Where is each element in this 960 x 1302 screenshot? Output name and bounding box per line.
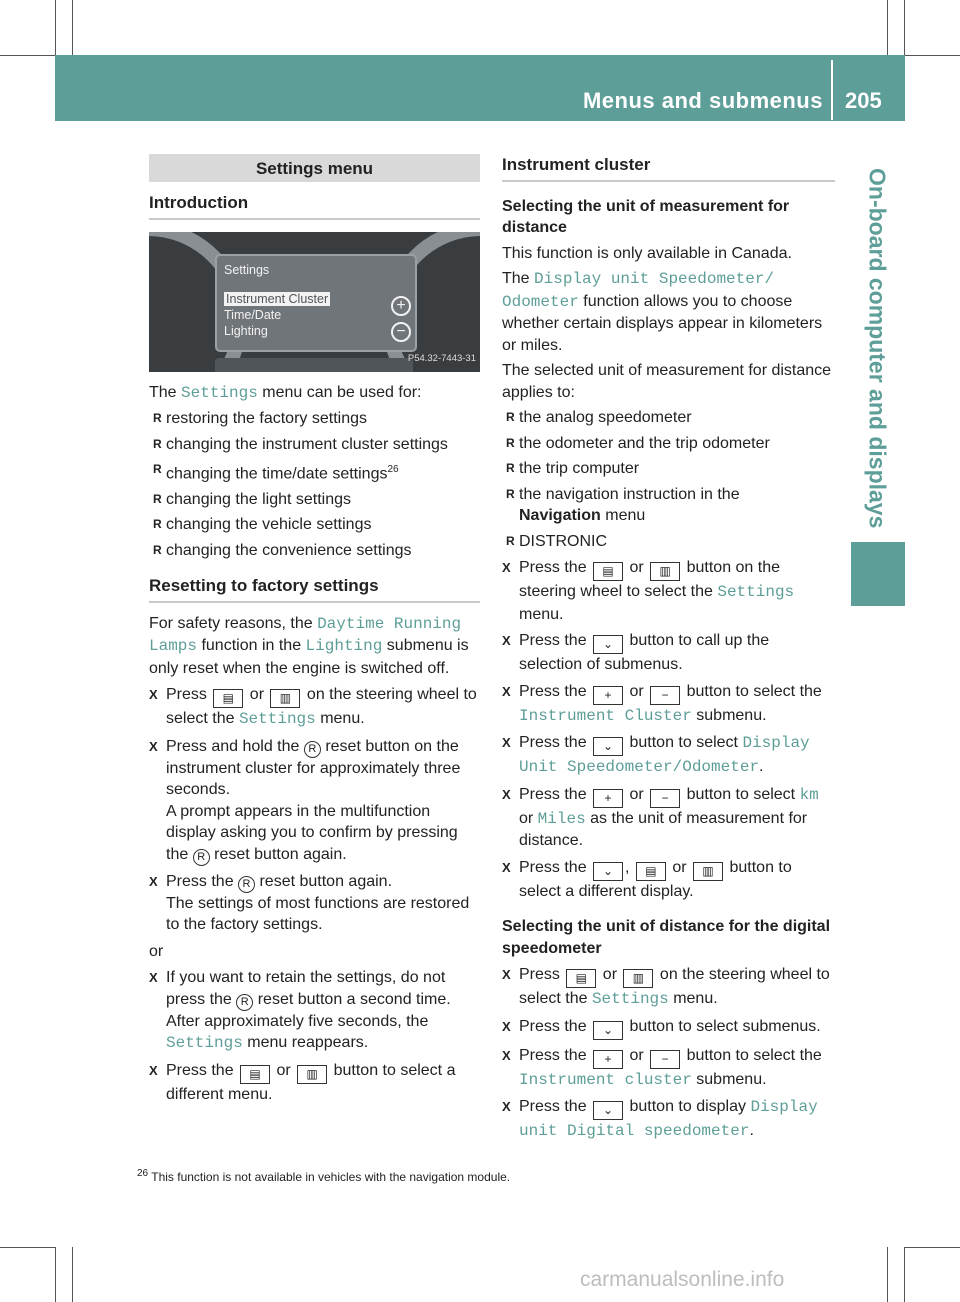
watermark: carmanualsonline.info	[580, 1268, 785, 1291]
crop-mark	[905, 55, 960, 56]
list-item: R changing the convenience settings	[149, 540, 480, 562]
reset-paragraph: For safety reasons, the Daytime Running Lamps function in the Lighting submenu is only reset when the engine is switched off.	[149, 614, 469, 677]
list-item: R DISTRONIC	[502, 531, 835, 553]
step-item: X Press the + or − button to select km or Miles as the unit of measurement for distance.	[502, 784, 835, 852]
step-item: X Press the ▤ or ▥ button to select a different menu.	[149, 1060, 480, 1106]
heading-instrument-cluster: Instrument cluster	[502, 154, 835, 182]
step-item: X Press the ⌄ button to select Display Unit Speedometer/Odometer.	[502, 732, 835, 779]
subheading-distance: Selecting the unit of measurement for distance	[502, 197, 790, 236]
display-item: Time/Date	[224, 307, 282, 322]
step-item: X Press and hold the R reset button on the instrument cluster for approximately three seconds. A prompt appears in the multifunction display asking you to confirm by pressing the R reset button again.	[149, 736, 480, 866]
instrument-cluster-photo	[149, 232, 480, 372]
step-item: X Press ▤ or ▥ on the steering wheel to select the Settings menu.	[149, 684, 480, 731]
list-item: R the analog speedometer	[502, 407, 835, 429]
menu-forward-button-icon: ▥	[693, 862, 723, 881]
reset-button-icon: R	[238, 876, 255, 893]
step-item: X Press the ⌄ button to select submenus.	[502, 1016, 835, 1040]
menu-back-button-icon: ▤	[593, 562, 623, 581]
photo-code: P54.32-7443-31	[407, 353, 476, 364]
crop-mark	[887, 1247, 888, 1302]
crop-mark	[0, 55, 55, 56]
menu-back-button-icon: ▤	[213, 689, 243, 708]
menu-forward-button-icon: ▥	[650, 562, 680, 581]
footnote-ref: 26	[387, 464, 399, 475]
or-text: or	[149, 942, 164, 960]
page-header-title: Menus and submenus	[582, 88, 823, 113]
footnote: $^{26}$ This function is not available in vehicles with the navigation module.	[137, 1168, 511, 1184]
header-divider	[831, 60, 833, 120]
minus-icon: −	[391, 322, 411, 342]
display-item: Lighting	[224, 323, 268, 338]
crop-mark	[72, 1247, 73, 1302]
list-item: R the trip computer	[502, 458, 835, 480]
menu-back-button-icon: ▤	[240, 1065, 270, 1084]
list-item: R the odometer and the trip odometer	[502, 433, 835, 455]
back-button-icon: ⌄	[593, 862, 623, 881]
minus-button-icon: −	[650, 789, 680, 808]
list-item: R restoring the factory settings	[149, 408, 480, 430]
reset-button-icon: R	[193, 849, 210, 866]
plus-button-icon: +	[593, 789, 623, 808]
step-item: X Press the + or − button to select the Instrument cluster submenu.	[502, 1045, 835, 1092]
display-title: Settings	[224, 262, 270, 277]
menu-forward-button-icon: ▥	[623, 969, 653, 988]
back-button-icon: ⌄	[593, 1101, 623, 1120]
menu-back-button-icon: ▤	[566, 969, 596, 988]
list-item: R changing the instrument cluster settings	[149, 434, 480, 456]
menu-back-button-icon: ▤	[636, 862, 666, 881]
step-item: X Press the R reset button again. The settings of most functions are restored to the factory settings.	[149, 871, 480, 936]
code-settings: Settings	[181, 383, 258, 402]
side-tab-label: On-board computer and displays	[864, 168, 891, 529]
back-button-icon: ⌄	[593, 737, 623, 756]
reset-button-icon: R	[304, 741, 321, 758]
crop-mark	[55, 1247, 56, 1302]
heading-reset: Resetting to factory settings	[149, 575, 480, 603]
crop-mark	[887, 0, 888, 55]
page-number: 205	[845, 88, 882, 113]
minus-button-icon: −	[650, 686, 680, 705]
crop-mark	[55, 0, 56, 55]
step-item: X Press the + or − button to select the Instrument Cluster submenu.	[502, 681, 835, 728]
right-column: Instrument cluster Selecting the unit of measurement for distance This function is only available in Canada. The Display unit Speedometer/ Odometer function allows you to choose whether certain displays appear in kilometers or miles. The selected unit of measurement for distance applies to: R the analog speedometer R the odometer and the trip odometer R the trip computer R the navigation instruction in the Navigation menu R DISTRONIC X Press the ▤ or ▥ button on the steering wheel to select the Settings menu. X Press the ⌄ button to call up the selection of submenus. X Press the + or − button to select the Instrument Cluster submenu. X Press the ⌄ button to select Display Unit Speedometer/Odometer. X Press the + or − button to select km or Miles as the unit of measurement for distance. X Press the ⌄ , ▤ or ▥ button to select a different display. Selecting the unit of distance for the digital speedometer X Press ▤ or ▥ on the steering wheel to select the Settings menu. X Press the ⌄ button to select submenus. X Press the + or − button to select the Instrument cluster submenu. X Press the ⌄ button to display Display unit Digital speedometer.	[502, 154, 835, 1143]
list-item: R the navigation instruction in the Navigation menu	[502, 484, 835, 527]
step-item: X Press the ⌄ , ▤ or ▥ button to select a different display.	[502, 857, 835, 903]
back-button-icon: ⌄	[593, 635, 623, 654]
reset-button-icon: R	[236, 994, 253, 1011]
crop-mark	[905, 1247, 960, 1248]
minus-button-icon: −	[650, 1050, 680, 1069]
heading-introduction: Introduction	[149, 192, 480, 220]
crop-mark	[0, 1247, 55, 1248]
side-tab-marker	[851, 542, 905, 606]
menu-forward-button-icon: ▥	[297, 1065, 327, 1084]
step-item: X Press the ⌄ button to display Display unit Digital speedometer.	[502, 1096, 835, 1143]
list-item: R changing the vehicle settings	[149, 514, 480, 536]
multifunction-display	[215, 254, 417, 352]
back-button-icon: ⌄	[593, 1021, 623, 1040]
left-column: Settings menu Introduction Settings Instrument Cluster Time/Date Lighting + − P54.32-7443-31 The Settings menu can be used for: R restoring the factory settings R changing the instrument cluster settings R changing the time/date settings$^{26}$ R changing the light settings R changing the vehicle settings R changing the convenience settings Resetting to factory settings For safety reasons, the Daytime Running Lamps function in the Lighting submenu is only reset when the engine is switched off. X Press ▤ or ▥ on the steering wheel to select the Settings menu. X Press and hold the R reset button on the instrument cluster for approximately three seconds. A prompt appears in the multifunction display asking you to confirm by pressing the R reset button again. X Press the R reset button again. The settings of most functions are restored to the factory settings. or X If you want to retain the settings, do not press the R reset button a second time. After approximately five seconds, the Settings menu reappears. X Press the ▤ or ▥ button to select a different menu.	[149, 154, 480, 1105]
list-item: R changing the light settings	[149, 489, 480, 511]
step-item: X Press the ⌄ button to call up the selection of submenus.	[502, 630, 835, 676]
crop-mark	[904, 0, 905, 55]
subheading-digital-speedometer: Selecting the unit of distance for the digital speedometer	[502, 918, 831, 957]
plus-button-icon: +	[593, 686, 623, 705]
step-item: X If you want to retain the settings, do not press the R reset button a second time. After approximately five seconds, the Settings menu reappears.	[149, 967, 480, 1055]
lower-display	[215, 358, 413, 372]
menu-forward-button-icon: ▥	[270, 689, 300, 708]
section-title: Settings menu	[149, 154, 480, 182]
step-item: X Press ▤ or ▥ on the steering wheel to select the Settings menu.	[502, 964, 835, 1011]
crop-mark	[72, 0, 73, 55]
list-item: R changing the time/date settings$^{26}$	[149, 459, 480, 485]
plus-button-icon: +	[593, 1050, 623, 1069]
crop-mark	[904, 1247, 905, 1302]
plus-icon: +	[391, 296, 411, 316]
step-item: X Press the ▤ or ▥ button on the steering wheel to select the Settings menu.	[502, 557, 835, 625]
display-item-selected: Instrument Cluster	[226, 291, 329, 306]
